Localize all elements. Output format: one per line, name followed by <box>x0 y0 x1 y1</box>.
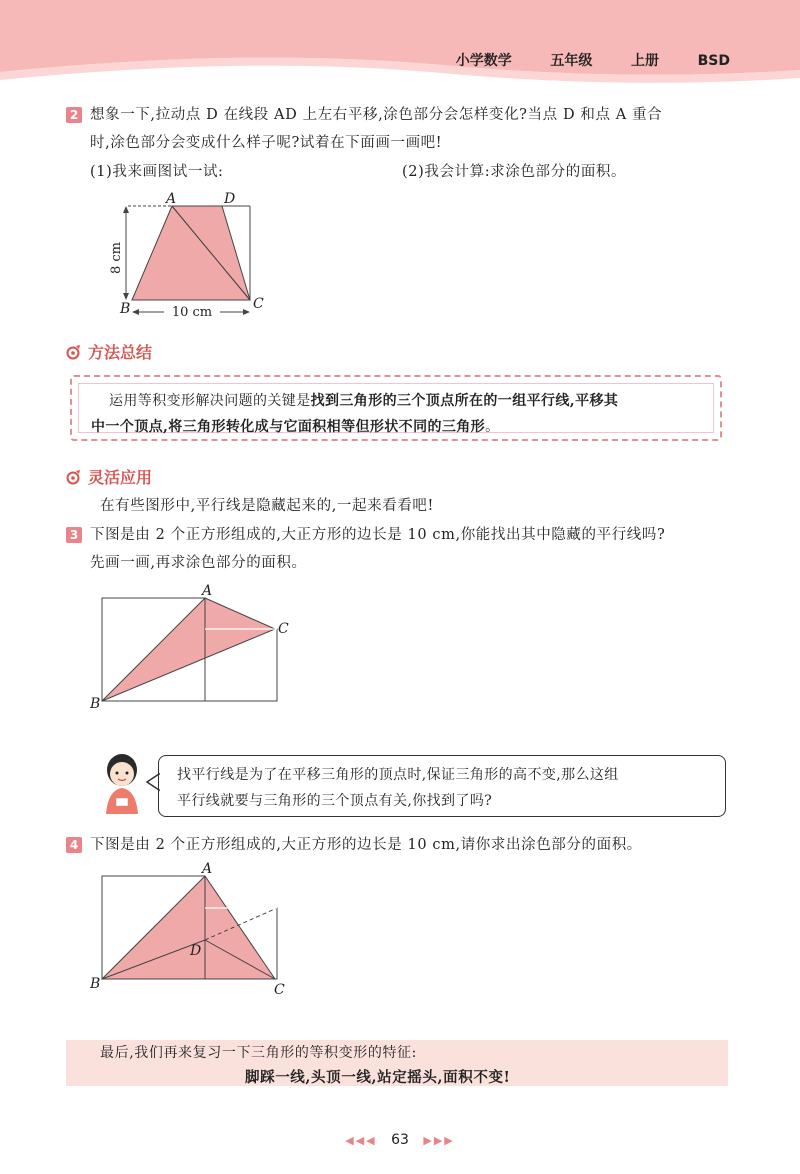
q4-shaded-triangle <box>102 876 275 979</box>
q2-label-d: D <box>224 191 236 207</box>
q2-label-a: A <box>166 191 177 207</box>
pen-icon <box>66 344 82 360</box>
apply-title-text: 灵活应用 <box>88 468 153 487</box>
q2-sub1: (1)我来画图试一试: <box>90 164 224 180</box>
tip-line1: 找平行线是为了在平移三角形的顶点时,保证三角形的高不变,那么这组 <box>177 767 619 783</box>
header-title: 小学数学 五年级 上册 BSD <box>455 53 730 69</box>
method-text-bold1: 找到三角形的三个顶点所在的一组平行线,平移其 <box>310 393 619 409</box>
q4-label-b: B <box>90 976 101 992</box>
q2-sub2: (2)我会计算:求涂色部分的面积。 <box>402 164 627 180</box>
apply-intro: 在有些图形中,平行线是隐藏起来的,一起来看看吧! <box>100 498 434 514</box>
tip-line2: 平行线就要与三角形的三个顶点有关,你找到了吗? <box>177 793 493 809</box>
method-text-end: 。 <box>485 419 500 435</box>
q4-label-d: D <box>190 943 202 959</box>
q3-label-a: A <box>202 583 213 599</box>
q4-line1: 下图是由 2 个正方形组成的,大正方形的边长是 10 cm,请你求出涂色部分的面积。 <box>90 837 642 853</box>
q2-height-label: 8 cm <box>109 241 124 275</box>
question-number-badge: 2 <box>66 107 82 123</box>
q2-line2: 时,涂色部分会变成什么样子呢?试着在下面画一画吧! <box>90 135 443 151</box>
q4-figure <box>90 858 310 998</box>
q4-label-c: C <box>274 982 285 998</box>
question-number-badge: 4 <box>66 837 82 853</box>
q2-line1: 想象一下,拉动点 D 在线段 AD 上左右平移,涂色部分会怎样变化?当点 D 和点 A 重合 <box>90 107 663 123</box>
apply-title <box>66 465 152 488</box>
q3-figure <box>90 582 310 712</box>
q2-figure <box>100 188 280 323</box>
method-box <box>70 375 722 441</box>
page-number <box>0 1132 800 1148</box>
q3-label-c: C <box>278 621 289 637</box>
method-title-text: 方法总结 <box>88 343 153 362</box>
page-number-text: 63 <box>391 1132 409 1148</box>
review-line2: 脚踩一线,头顶一线,站定摇头,面积不变! <box>245 1069 511 1086</box>
method-title <box>66 340 152 363</box>
q3-shaded-triangle <box>102 598 275 701</box>
next-arrows-icon: ▶▶▶ <box>423 1134 455 1147</box>
q4-label-a: A <box>202 861 213 877</box>
student-avatar <box>98 752 150 816</box>
q2-label-b: B <box>120 301 131 317</box>
method-text-normal: 运用等积变形解决问题的关键是 <box>109 393 311 409</box>
pen-icon <box>66 469 82 485</box>
q3-line1: 下图是由 2 个正方形组成的,大正方形的边长是 10 cm,你能找出其中隐藏的平行线吗? <box>90 527 666 543</box>
q3-label-b: B <box>90 696 101 712</box>
tip-bubble <box>158 755 726 817</box>
method-text <box>78 383 714 433</box>
q3-line2: 先画一画,再求涂色部分的面积。 <box>90 555 307 571</box>
q2-width-label: 10 cm <box>171 305 213 320</box>
review-line1: 最后,我们再来复习一下三角形的等积变形的特征: <box>100 1045 417 1061</box>
method-text-bold2: 中一个顶点,将三角形转化成与它面积相等但形状不同的三角形 <box>91 419 486 435</box>
question-number-badge: 3 <box>66 527 82 543</box>
prev-arrows-icon: ◀◀◀ <box>345 1134 377 1147</box>
q2-label-c: C <box>253 296 264 312</box>
